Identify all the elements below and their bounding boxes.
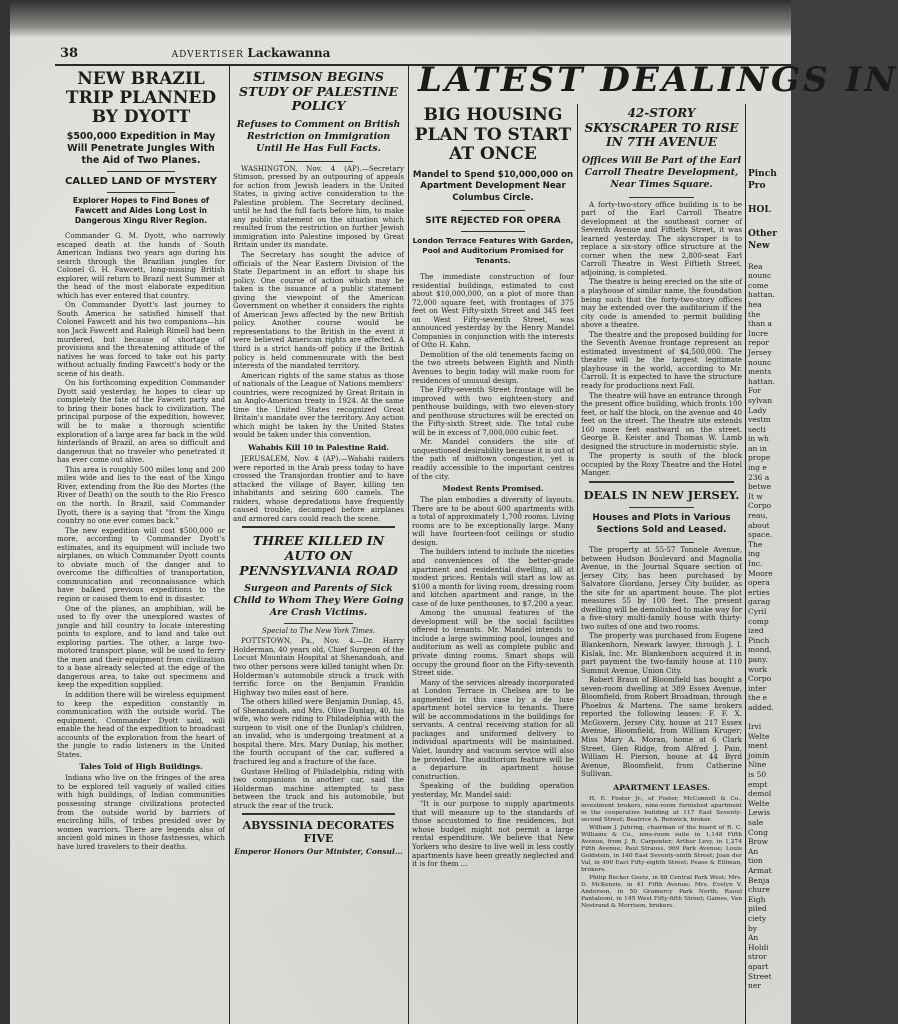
divider xyxy=(629,542,693,543)
paragraph: The Fifty-seventh Street frontage will be improved with two eighteen-story and penthouse buildings, with two eleven-story and penthouse structures will be erected on the Fifty-sixth Street side. The total cube will be in excess of 7,000,000 cubic feet. xyxy=(412,385,574,437)
cutoff-column-fragments xyxy=(748,168,791,1024)
text-fragment: sale xyxy=(748,818,764,828)
text-fragment: Brow xyxy=(748,837,769,847)
paragraph: American rights of the same status as those of nationals of the League of Nations members' countries, were recognized by Great Britain in an Anglo-American treaty in 1924. At the same time the United States recognized Great Britain's mandate over the territory. Any action which might be taken by the United States would be taken under this convention. xyxy=(233,370,404,440)
text-fragment: opera xyxy=(748,578,770,588)
text-fragment: Pro xyxy=(748,181,766,191)
text-fragment xyxy=(748,713,791,723)
page-header xyxy=(60,46,420,64)
text-fragment: demol xyxy=(748,789,772,799)
paragraph: JERUSALEM, Nov. 4 (AP).—Wahabi raiders were reported in the Arab press today to have crossed the Transjordan frontier and to have attacked the village of Bayer, killing ten inhabitants and seizing 600 camels. The raiders, whose depredations have frequently caused trouble, decamped before airplanes and armored cars could reach the scene. xyxy=(233,454,404,523)
article-housing-plan xyxy=(412,104,574,1024)
text-fragment: ized xyxy=(748,626,764,636)
text-fragment: Rea xyxy=(748,261,763,271)
paragraph: On Commander Dyott's last journey to South America he satisfied himself that Colonel Fawcett and his two companions—his son Jack Fawcett and Raleigh Rimell had been murdered, but because of shortage of provisions and the threatening attitude of the natives he was forced to take out his party without actually finding Fawcett's body or the scene of his death. xyxy=(57,300,225,378)
text-fragment: work xyxy=(748,664,768,674)
text-fragment: ing e xyxy=(748,463,767,473)
divider xyxy=(242,813,396,815)
deck-fawcett-bones: Explorer Hopes to Find Bones of Fawcett and Aides Long Lost in Dangerous Xingu River Region. xyxy=(72,196,210,225)
text-fragment: about xyxy=(748,520,770,530)
paragraph: The others killed were Benjamin Dunlap, 45, of Shenandoah, and Mrs. Olive Dunlap, 40, his wife, who were riding to Philadelphia with the surgeon to visit one of the Dunlap's children, an invalid, who is undergoing treatment at a hospital there. Mrs. Mary Dunlap, his mother, the fourth occupant of the car, suffered a fractured leg and a fracture of the face. xyxy=(233,697,404,767)
article-skyscraper xyxy=(581,104,742,1024)
text-fragment: Pinch xyxy=(748,169,777,179)
deck-three-killed: Surgeon and Parents of Sick Child to Whom They Were Going Are Crash Victims. xyxy=(233,583,404,619)
text-fragment: stror xyxy=(748,952,767,962)
paragraph: A forty-two-story office building is to be part of the Earl Carroll Theatre development at the southeast corner of Seventh Avenue and Fiftieth Street, it was learned yesterday. The skyscraper is to replace a six-story office structure at the corner when the new 2,800-seat Earl Carroll Theatre in West Fiftieth Street, adjoining, is completed. xyxy=(581,199,742,277)
text-fragment: Other xyxy=(748,229,778,239)
text-fragment: added. xyxy=(748,702,774,712)
divider xyxy=(284,623,352,624)
deck-brazil-expedition: $500,000 Expedition in May Will Penetrate Jungles With the Aid of Two Planes. xyxy=(66,131,216,166)
column-rule-3 xyxy=(577,104,578,1024)
text-fragment: Lewis xyxy=(748,808,771,818)
text-fragment: piled xyxy=(748,904,767,914)
text-fragment: The xyxy=(748,539,763,549)
text-fragment: secti xyxy=(748,424,766,434)
article-palestine-policy xyxy=(233,68,404,1024)
divider xyxy=(107,192,174,193)
text-fragment: chure xyxy=(748,885,770,895)
paragraph: Gustave Helling of Philadelphia, riding with two companions in another car, said the Holderman machine attempted to pass between the truck and his automobile, but struck the rear of the truck. xyxy=(233,766,404,810)
text-fragment: inter xyxy=(748,683,767,693)
column-rule-1 xyxy=(229,66,230,1024)
text-fragment: Incre xyxy=(748,328,769,338)
text-fragment: hea xyxy=(748,299,762,309)
text-fragment xyxy=(748,216,791,228)
paragraph: The theatre will have an entrance through the present office building, which fronts 100 feet, or half the block, on the avenue and 40 feet on the street. The theatre site extends 160 more feet eastward on the street. George B. Keister and Thomas W. Lamb designed the structure in modernistic style. xyxy=(581,390,742,451)
headline-brazil-trip: NEW BRAZIL TRIP PLANNED BY DYOTT xyxy=(65,69,217,127)
subhead-modest-rents: Modest Rents Promised. xyxy=(442,484,544,494)
deck-land-of-mystery: CALLED LAND OF MYSTERY xyxy=(65,176,217,187)
text-fragment: Pinch xyxy=(748,635,770,645)
text-fragment: Eigh xyxy=(748,894,766,904)
scan-left-edge xyxy=(0,0,10,1024)
headline-new-jersey: DEALS IN NEW JERSEY. xyxy=(583,488,740,502)
paragraph: H. E. Foster Jr., of Foster, McConnell & Co., investment brokers, nine-room furnished apartment in the cooperative building at 117 East Seventy-second Street; Beatrice A. Renwick, broker. xyxy=(581,795,742,823)
text-fragment: Armat xyxy=(748,866,772,875)
text-fragment: Corpo xyxy=(748,501,772,511)
headline-abyssinia: ABYSSINIA DECORATES FIVE xyxy=(242,819,395,846)
text-fragment: joinin xyxy=(748,750,770,760)
text-fragment xyxy=(748,192,791,204)
headline-three-killed: THREE KILLED IN AUTO ON PENNSYLVANIA ROAD xyxy=(239,533,398,579)
deck-abyssinia: Emperor Honors Our Minister, Consul... xyxy=(234,847,403,857)
paragraph: This area is roughly 500 miles long and 200 miles wide and lies to the east of the Xingu River, extending from the Rio des Mortes (the River of Death) on the south to the Rio Fresco on the north. In Brazil, said Commander Dyott, there is a saying that "from the Xingu country no one ever comes back." xyxy=(57,464,225,526)
text-fragment: ciety xyxy=(748,913,767,923)
paragraph: The immediate construction of four residential buildings, estimated to cost about $10,000,000, on a plot of more than 72,000 square feet, with frontages of 375 feet on West Fifty-sixth Street and 345 feet on West Fifty-seventh Street, was announced yesterday by the Henry Mandel Companies in conjunction with the interests of Otto H. Kahn. xyxy=(412,272,574,350)
text-fragment: prope xyxy=(748,453,771,463)
scan-fold-shadow xyxy=(0,0,791,38)
paragraph: "It is our purpose to supply apartments that will measure up to the standards of those accustomed to fine residences, but whose budget might not permit a large rental expenditure. We believe that New Yorkers who desire to live well in less costly apartments have been greatly neglected and it is for them ... xyxy=(412,799,574,869)
text-fragment: Jersey xyxy=(748,347,772,357)
text-fragment: ing xyxy=(748,549,761,559)
text-fragment: apart xyxy=(748,961,769,971)
text-fragment: Irvi xyxy=(748,722,762,732)
paragraph: The plan embodies a diversity of layouts. There are to be about 600 apartments with a total of approximately 1,700 rooms. Living rooms are to be exceptionally large. Many will have fourteen-foot ceilings or studio design. xyxy=(412,495,574,547)
paragraph: POTTSTOWN, Pa., Nov. 4.—Dr. Harry Holderman, 40 years old, Chief Surgeon of the Locust Mountain Hospital at Shenandoah, and two other persons were killed tonight when Dr. Holderman's automobile struck a truck with terrific force on the Benjamin Franklin Highway two miles east of here. xyxy=(233,636,404,697)
text-fragment: repor xyxy=(748,338,769,348)
text-fragment: vestm xyxy=(748,415,771,425)
text-fragment: garag xyxy=(748,597,771,607)
text-fragment: nounc xyxy=(748,357,772,367)
text-fragment: by xyxy=(748,923,758,933)
paragraph: The new expedition will cost $500,000 or more, according to Commander Dyott's estimates, and its equipment will include two airplanes, on which Commander Dyott counts to obviate much of the danger and to overcome the difficulties of transportation, communication and reconnaissance which have balked previous expeditions to the region or caused them to end in disaster. xyxy=(57,525,225,603)
subhead-wahabis: Wahabis Kill 10 in Palestine Raid. xyxy=(248,443,389,452)
divider xyxy=(461,210,526,211)
text-fragment: erties xyxy=(748,587,770,597)
divider xyxy=(284,161,352,162)
deck-mandel: Mandel to Spend $10,000,000 on Apartment Development Near Columbus Circle. xyxy=(412,169,574,203)
divider xyxy=(242,526,396,528)
paragraph: The theatre and the proposed building for the Seventh Avenue frontage represent an estimated investment of $4,500,000. The theatre will be the largest legitimate playhouse in the world, according to Mr. Carroll. It is expected to have the structure ready for productions next Fall. xyxy=(581,329,742,390)
text-fragment: the e xyxy=(748,693,768,703)
text-fragment: ments xyxy=(748,367,772,377)
text-fragment: pany. xyxy=(748,654,768,664)
text-fragment: an in xyxy=(748,443,767,453)
divider xyxy=(107,171,174,172)
text-fragment: tion xyxy=(748,856,763,866)
headline-apartment-leases: APARTMENT LEASES. xyxy=(613,782,710,792)
deck-earl-carroll: Offices Will Be Part of the Earl Carroll Theatre Development, Near Times Square. xyxy=(582,154,741,190)
text-fragment: empt xyxy=(748,779,768,789)
masthead-city: Lackawanna xyxy=(247,46,331,60)
text-fragment: space. xyxy=(748,530,773,540)
page-number: 38 xyxy=(60,46,79,61)
text-fragment: An xyxy=(748,846,759,856)
text-fragment xyxy=(748,252,791,262)
paragraph: Mr. Mandel considers the site of unquestioned desirability because it is out of the path of midtown congestion, yet is readily accessible to the important centres of the city. xyxy=(412,437,574,481)
headline-housing-plan: BIG HOUSING PLAN TO START AT ONCE xyxy=(414,105,572,164)
column-rule-4 xyxy=(745,104,746,1024)
divider xyxy=(629,507,693,508)
column-rule-2 xyxy=(408,66,409,1024)
text-fragment: Nine xyxy=(748,760,767,770)
text-fragment: For xyxy=(748,386,761,396)
text-fragment: 236 a xyxy=(748,472,770,482)
paragraph: The property is south of the block occupied by the Roxy Theatre and the Hotel Manger. xyxy=(581,451,742,478)
paragraph: The property was purchased from Eugene Blankenhorn, Newark lawyer, through J. I. Kislak, Inc. Mr. Blankenhorn acquired it in part payment the two-family house at 110 Summit Avenue, Union City. xyxy=(581,631,742,675)
paragraph: One of the planes, an amphibian, will be used to fly over the unexplored wastes of jungle and hill country to locate interesting points to explore, and to land and take out exploring parties. The other, a large two-motored transport plane, will be used to ferry the men and their equipment from civilization to a base already selected at the edge of the dangerous area, to take out specimens and keep the expedition supplied. xyxy=(57,603,225,690)
text-fragment: Cong xyxy=(748,827,768,837)
headline-stimson: STIMSON BEGINS STUDY OF PALESTINE POLICY xyxy=(238,69,399,113)
headline-skyscraper: 42-STORY SKYSCRAPER TO RISE IN 7TH AVENUE xyxy=(584,106,739,149)
paragraph: The theatre is being erected on the site of a playhouse of similar name, the foundation being such that the forty-two-story offices may be extended over the auditorium if the city code is amended to permit building above a theatre. xyxy=(581,277,742,330)
deck-london-terrace: London Terrace Features With Garden, Pool and Auditorium Promised for Tenants. xyxy=(412,236,574,265)
text-fragment: HOL xyxy=(748,205,771,215)
deck-site-rejected: SITE REJECTED FOR OPERA xyxy=(425,216,561,226)
deck-stimson: Refuses to Comment on British Restriction on Immigration Until He Has Full Facts. xyxy=(236,118,401,154)
text-fragment: An xyxy=(748,933,759,943)
text-fragment: is 50 xyxy=(748,770,767,780)
banner-headline: LATEST DEALINGS IN xyxy=(418,60,898,100)
text-fragment: betwe xyxy=(748,482,772,492)
text-fragment: Street xyxy=(748,971,772,981)
article-brazil-expedition xyxy=(57,68,225,1024)
text-fragment: come xyxy=(748,280,769,290)
text-fragment: It w xyxy=(748,491,763,501)
text-fragment: nounc xyxy=(748,271,772,281)
text-fragment: ner xyxy=(748,981,761,991)
text-fragment: Holdi xyxy=(748,942,769,952)
text-fragment: New xyxy=(748,241,770,251)
text-fragment: Inc. xyxy=(748,559,763,568)
masthead-advertiser: ADVERTISER xyxy=(171,50,244,60)
paragraph: Commander G. M. Dyott, who narrowly escaped death at the hands of South American Indians two years ago during his search through the Brazilian jungles for Colonel G. H. Fawcett, long-missing British explorer, will return to Brazil next Summer at the head of the most elaborate expedition which has ever entered that country. xyxy=(57,231,225,300)
paragraph: The Secretary has sought the advice of officials of the Near Eastern Division of the State Department in an effort to shape his policy. One course of action which may be taken is the issuance of a public statement giving the viewpoint of the American Government on whether it considers the rights of American Jews affected by the new British policy. Another course would be representations to the British in the event it were believed American rights are affected. A third is a strict hands-off policy if the British policy is held commensurate with the best interests of the mandated territory. xyxy=(233,249,404,371)
paragraph: The property at 55-57 Tonnele Avenue, between Hudson Boulevard and Magnolia Avenue, in the Journal Square section of Jersey City, has been purchased by Salvatore Giordano, Jersey City builder, as the site for an apartment house. The plot measures 55 by 100 feet. The present dwelling will be demolished to make way for a five-story multi-family house with thirty-two suites of one and two rooms. xyxy=(581,545,742,631)
deck-new-jersey: Houses and Plots in Various Sections Sold and Leased. xyxy=(592,513,731,535)
text-fragment: comp xyxy=(748,616,769,626)
paragraph: Demolition of the old tenements facing on the two streets between Eighth and Ninth Avenues to begin today will make room for residences of unusual design. xyxy=(412,349,574,385)
divider xyxy=(589,481,734,483)
text-fragment: mond, xyxy=(748,645,772,655)
paragraph: In addition there will be wireless equipment to keep the expedition constantly in communication with the outside world. The equipment, Commander Dyott said, will enable the head of the expedition to broadcast accounts of the exploration from the heart of the jungle to radio listeners in the United States. xyxy=(57,689,225,759)
text-fragment: Welte xyxy=(748,731,770,741)
text-fragment: hattan. xyxy=(748,376,776,386)
text-fragment: in wh xyxy=(748,434,769,444)
text-fragment: ment xyxy=(748,741,768,751)
paragraph: Many of the services already incorporated at London Terrace in Chelsea are to be augmented in this case by a de luxe apartment hotel service to tenants. There will be accommodations in the buildings for servants. A central receiving station for all packages and uniformed delivery to individual apartments will be maintained. Valet, laundry and vacuum service will also be provided. The auditorium feature will be a departure in apartment house construction. xyxy=(412,677,574,781)
text-fragment: Welte xyxy=(748,798,770,808)
paragraph: Philip Becker Goetz, in 88 Central Park West; Mrs. D. McKenzie, in 41 Fifth Avenue; Mrs. Evelyn V. Anderson, in 50 Gramercy Park North; Raoul Pantaleoni, in 145 West Fifty-fifth Street; Gaines, Van Nostrand & Morrison, brokers. xyxy=(581,874,742,909)
paragraph: William J. Juhring, chairman of the board of R. C. Williams & Co., nine-room suite in 1,148 Fifth Avenue, from J. R. Carpenter; Arthur Levy, in 1,274 Fifth Avenue; Paul Strauss, 969 Park Avenue; Louis Goldstein, in 140 East Seventy-ninth Street; Joan der Val, in 400 East Fifty-eighth Street; Pease & Elliman, brokers. xyxy=(581,824,742,873)
paragraph: Among the unusual features of the development will be the social facilities offered to tenants. Mr. Mandel intends to include a large swimming pool, lounges and auditorium as well as complete public and private dining rooms. Smart shops will occupy the ground floor on the Fifty-seventh Street side. xyxy=(412,608,574,678)
paragraph: Speaking of the building operation yesterday, Mr. Mandel said: xyxy=(412,781,574,799)
text-fragment: than a xyxy=(748,319,773,329)
text-fragment: Benja xyxy=(748,875,770,885)
paragraph: The builders intend to include the niceties and conveniences of the better-grade apartment and residential dwelling, all at modest prices. Rentals will start as low as $100 a month for living room, dressing room and kitchen apartment and range, in the case of de luxe penthouses, to $7,200 a year. xyxy=(412,547,574,608)
paragraph: Indians who live on the fringes of the area to be explored tell vaguely of walled cities with high buildings, of Indian communities possessing strange civilizations protected from the outside world by barriers of encircling hills, of tribes presided over by women warriors. There are legends also of ancient gold mines in those fastnesses, which have lured travelers to their deaths. xyxy=(57,773,225,851)
subhead-high-buildings: Tales Told of High Buildings. xyxy=(79,762,203,772)
text-fragment: reau, xyxy=(748,511,768,521)
text-fragment: Moore xyxy=(748,568,773,578)
text-fragment: Cyril xyxy=(748,606,767,616)
text-fragment: the xyxy=(748,309,761,319)
dateline: Special to The New York Times. xyxy=(261,627,376,636)
text-fragment: sylvan xyxy=(748,395,773,405)
text-fragment: Lady xyxy=(748,405,767,415)
paragraph: Robert Braun of Bloomfield has bought a seven-room dwelling at 389 Essex Avenue, Bloomfield, from Robert Broadman, through Phoebus & Martens. The same brokers reported the following leases: F. F. X. McGovern, Jersey City, house at 217 Essex Avenue, Bloomfield, from William Kruger; Miss Mary A. Moran, home at 6 Clark Street, Glen Ridge, from Alfred J. Pain, William H. Pierson, house at 44 Byrd Avenue, Bloomfield, from Catherine Sullivan. xyxy=(581,675,742,779)
divider xyxy=(461,231,526,232)
paragraph: On his forthcoming expedition Commander Dyott said yesterday, he hopes to clear up completely the fate of the Fawcett party and to bring their bones back to civilization. The principal purpose of the expedition, however, will be to make a thorough scientific exploration of a large area far back in the wild hinterlands of Brazil, an area so difficult and dangerous that no traveler who penetrated it has ever come out alive. xyxy=(57,378,225,465)
text-fragment: hattan. xyxy=(748,290,776,300)
paragraph: WASHINGTON, Nov. 4 (AP).—Secretary Stimson, pressed by an outpouring of appeals for action from Jewish leaders in the United States, is giving active consideration to the Palestine problem. The Secretary declined, until he had the full facts before him, to make any public statement on the situation which resulted from the restriction on further Jewish immigration into Palestine imposed by Great Britain under its mandate. xyxy=(233,163,404,250)
divider xyxy=(629,197,693,198)
text-fragment: Corpo xyxy=(748,674,772,684)
